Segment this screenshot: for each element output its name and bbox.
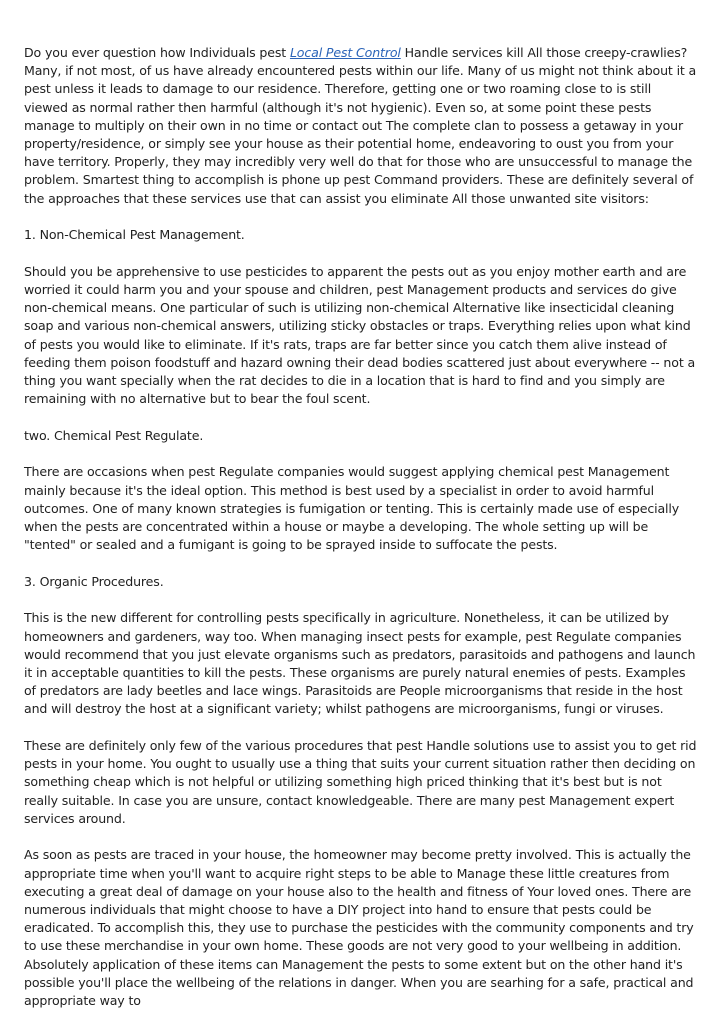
section-heading-organic: 3. Organic Procedures. <box>24 573 164 589</box>
closing-paragraph: As soon as pests are traced in your house, the homeowner may become pretty involved. This is actually the appropriate time when you'll want to acquire right steps to be able to Manage these little creatures from executing a great deal of damage on your house also to the health and fitness of Your loved ones. There are numerous individuals that might choose to have a DIY project into hand to ensure that pests could be eradicated. To accomplish this, they use to purchase the pesticides with the community components and try to use these merchandise in your own home. These goods are not very good to your wellbeing in addition. Absolutely application of these items can Management the pests to some extent but on the other hand it's possible you'll place the wellbeing of the relations in danger. When you are searhing for a safe, practical and appropriate way to <box>24 847 694 1009</box>
intro-paragraph <box>24 44 698 208</box>
intro-text-before-link: Do you ever question how Individuals pest <box>24 45 290 60</box>
non-chemical-paragraph: Should you be apprehensive to use pesticides to apparent the pests out as you enjoy mother earth and are worried it could harm you and your spouse and children, pest Management products and services do give non-chemical means. One particular of such is utilizing non-chemical Alternative like insecticidal cleaning soap and various non-chemical answers, utilizing sticky obstacles or traps. Everything relies upon what kind of pests you would like to eliminate. If it's rats, traps are far better since you catch them alive instead of feeding them poison foodstuff and hazard owning their dead bodies scattered just about everywhere -- not a thing you want specially when the rat decides to die in a location that is hard to find and you simply are remaining with no alternative but to bear the foul scent. <box>24 263 696 407</box>
chemical-paragraph: There are occasions when pest Regulate companies would suggest applying chemical pest Management mainly because it's the ideal option. This method is best used by a specialist in order to avoid harmful outcomes. One of many known strategies is fumigation or tenting. This is certainly made use of especially when the pests are concentrated within a house or maybe a developing. The whole setting up will be "tented" or sealed and a fumigant is going to be sprayed inside to suffocate the pests. <box>24 464 680 553</box>
local-pest-control-link[interactable]: Local Pest Control <box>289 45 401 60</box>
section-heading-non-chemical: 1. Non-Chemical Pest Management. <box>24 227 245 243</box>
section-heading-chemical: two. Chemical Pest Regulate. <box>24 427 204 443</box>
intro-text-after-link: Handle services kill All those creepy-crawlies? Many, if not most, of us have already encountered pests within our life. Many of us might not think about it a pest unless it leads to damage to our residence. Therefore, getting one or two roaming close to is still viewed as normal rather then harmful (although it's not hygienic). Even so, at some point these pests manage to multiply on their own in no time or contact out The complete clan to possess a getaway in your property/residence, or simply see your house as their potential home, endeavoring to oust you from your have territory. Properly, they may incredibly very well do that for those who are unsuccessful to manage the problem. Smartest thing to accomplish is phone up pest Command providers. These are definitely several of the approaches that these services use that can assist you eliminate All those unwanted site visitors: <box>24 45 697 206</box>
organic-paragraph: This is the new different for controlling pests specifically in agriculture. Nonetheless, it can be utilized by homeowners and gardeners, way too. When managing insect pests for example, pest Regulate companies would recommend that you just elevate organisms such as predators, parasitoids and pathogens and launch it in acceptable quantities to kill the pests. These organisms are purely natural enemies of pests. Examples of predators are lady beetles and lace wings. Parasitoids are People microorganisms that reside in the host and will destroy the host at a significant variety; whilst pathogens are microorganisms, fungi or viruses. <box>24 610 696 717</box>
summary-paragraph: These are definitely only few of the various procedures that pest Handle solutions use to assist you to get rid pests in your home. You ought to usually use a thing that suits your current situation rather then deciding on something cheap which is not helpful or utilizing something high priced thinking that it's best but is not really suitable. In case you are unsure, contact knowledgeable. There are many pest Management expert services around. <box>24 738 697 826</box>
